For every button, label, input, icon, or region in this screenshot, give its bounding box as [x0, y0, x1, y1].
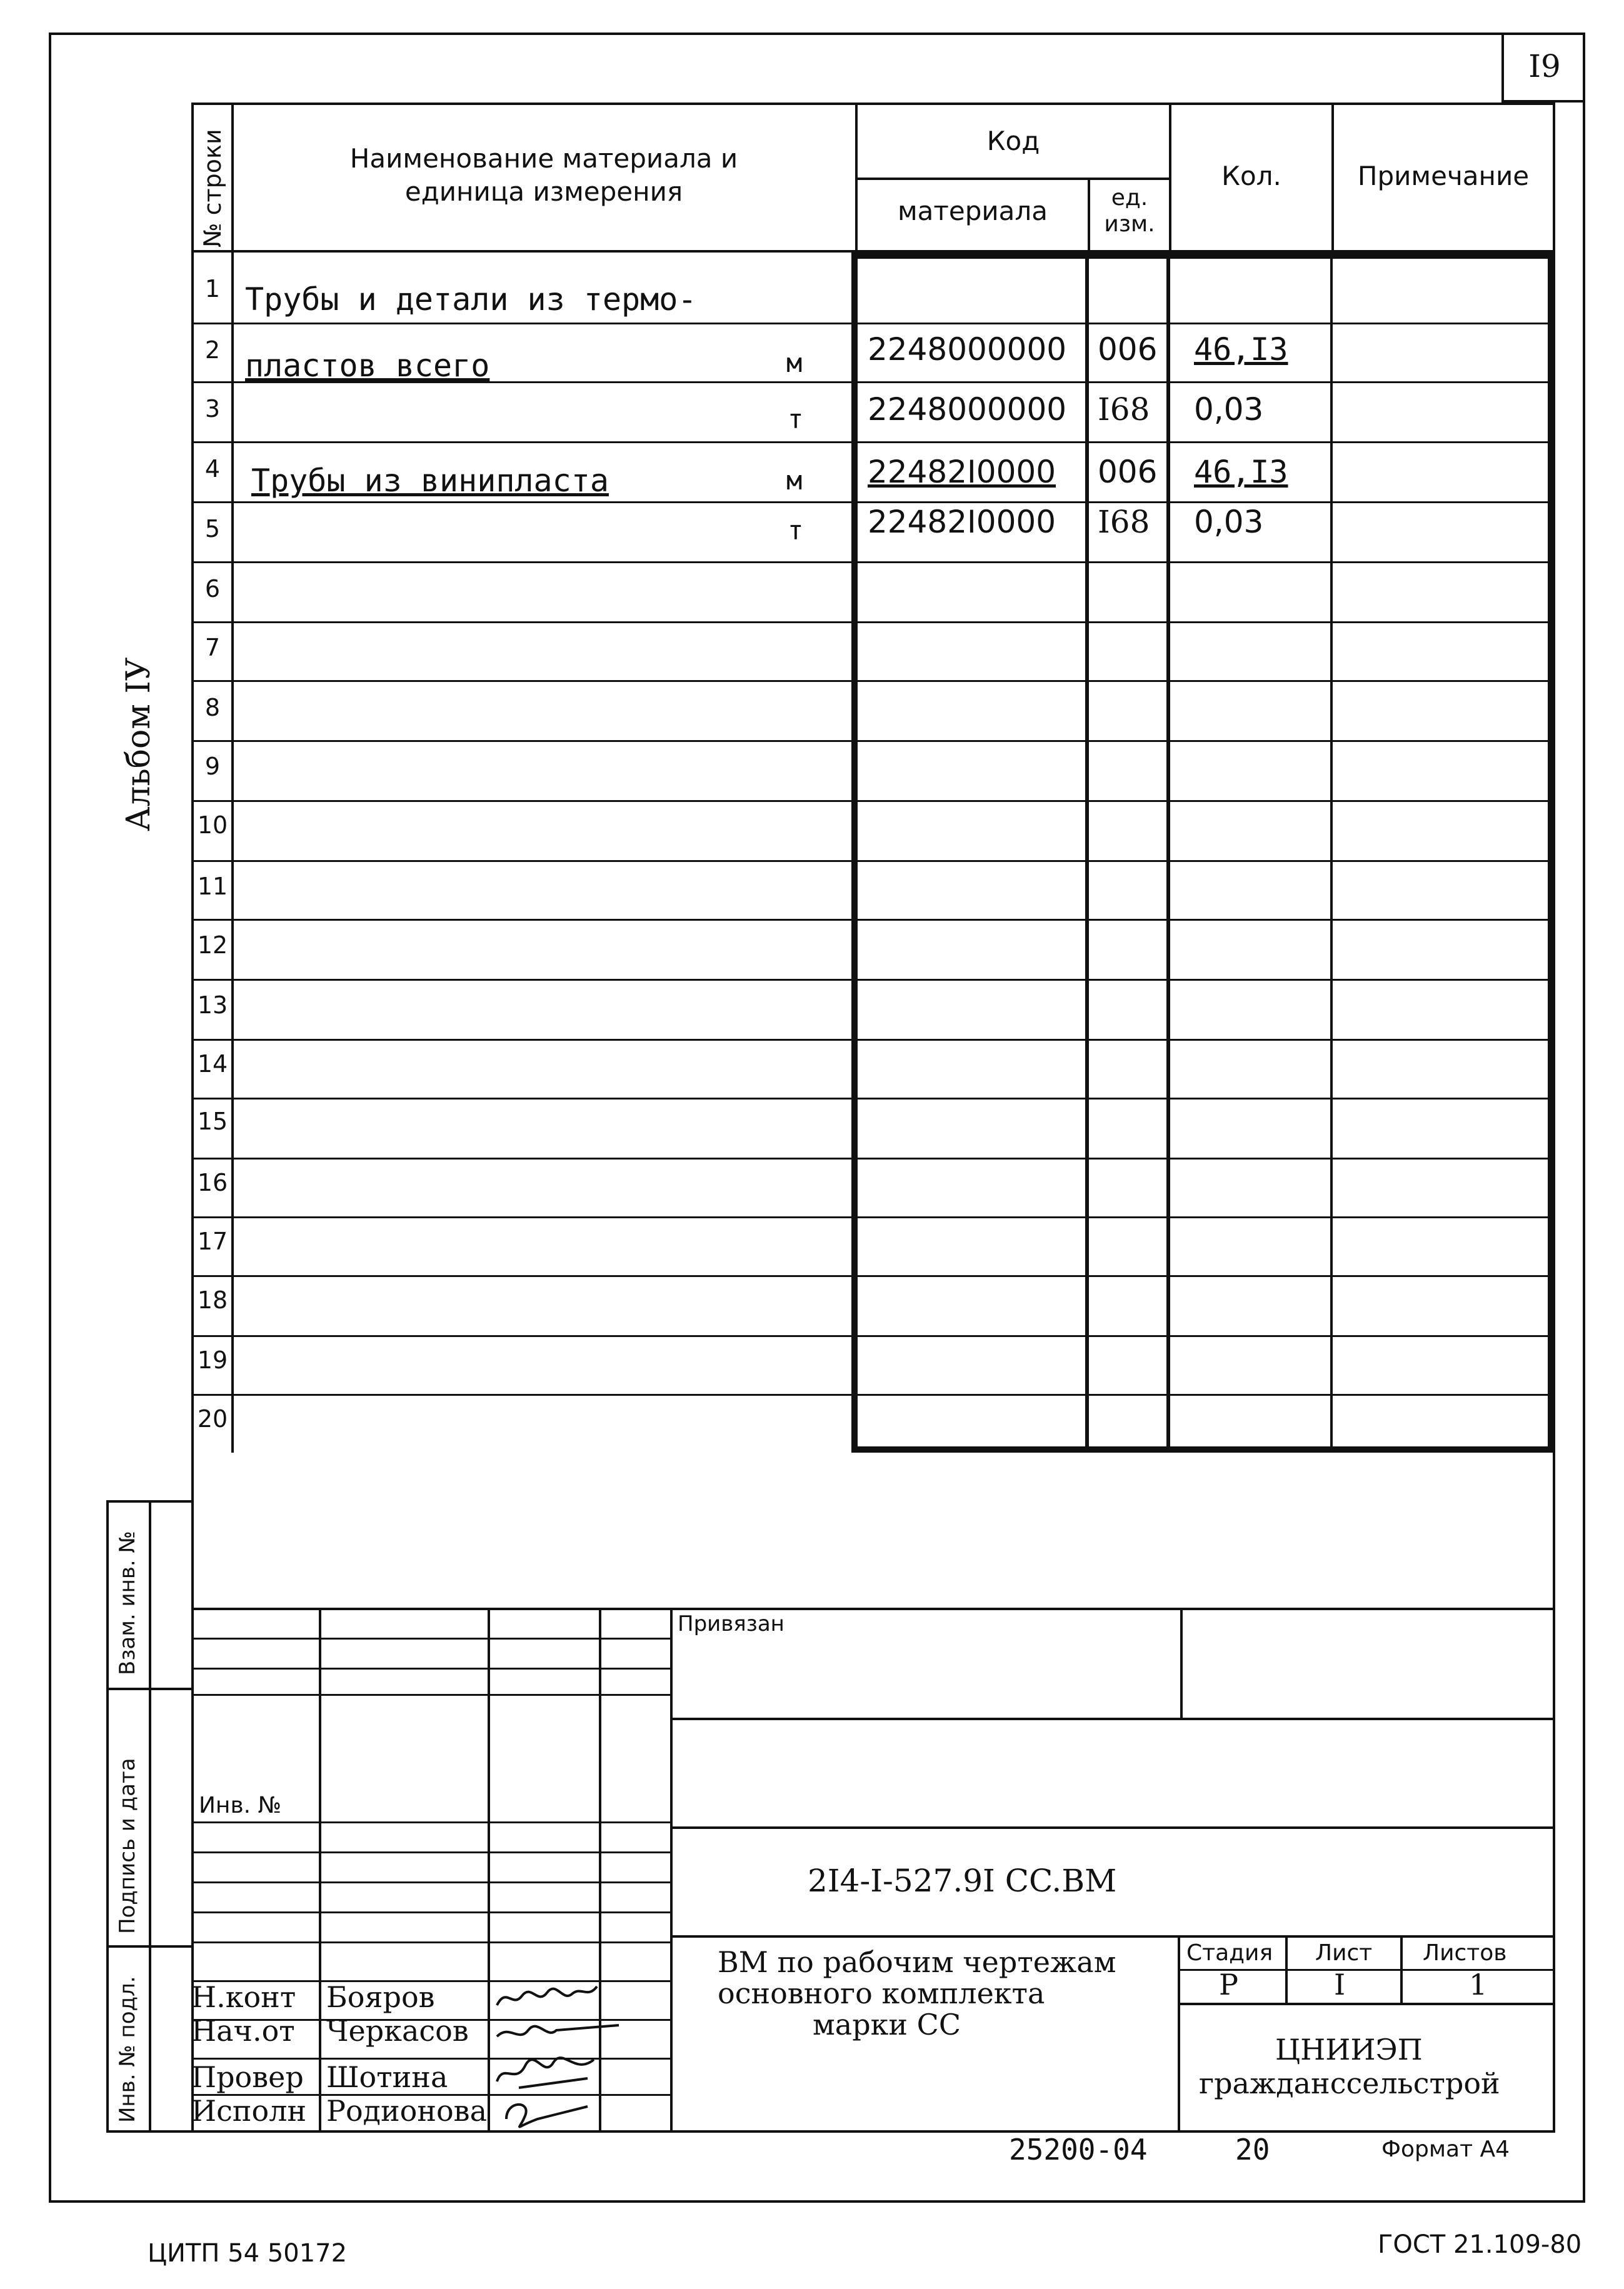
podpis-data-label: Подпись и дата	[115, 1758, 140, 1934]
signature-2	[494, 2018, 625, 2055]
format-label: Формат А4	[1381, 2136, 1510, 2162]
row-number: 17	[197, 1228, 228, 1255]
left-code: ЦИТП 54 50172	[148, 2239, 348, 2268]
row-separator	[191, 441, 1555, 443]
row-number: 20	[197, 1405, 228, 1433]
stage-value: Р	[1219, 1968, 1238, 2001]
vzam-inv-label: Взам. инв. №	[115, 1531, 140, 1675]
header-unit-code-1: ед.	[1111, 185, 1148, 211]
name-n-kont: Бояров	[326, 1980, 435, 2014]
row-separator	[191, 680, 1555, 682]
sheets-label: Листов	[1423, 1940, 1507, 1966]
row-3-unit: т	[788, 404, 804, 434]
row-1-name: Трубы и детали из термо-	[245, 281, 697, 318]
archive-page: 20	[1235, 2133, 1270, 2166]
page-number: I9	[1501, 33, 1585, 103]
row-number: 10	[197, 811, 228, 839]
role-n-kont: Н.конт	[191, 1980, 296, 2014]
signature-1	[494, 1980, 600, 2018]
privyazan-label: Привязан	[678, 1611, 784, 1636]
name-ispoln: Родионова	[326, 2094, 487, 2128]
header-qty: Кол.	[1221, 161, 1281, 191]
row-number: 15	[197, 1108, 228, 1135]
header-note: Примечание	[1357, 161, 1530, 191]
row-number: 11	[197, 873, 228, 900]
row-2-qty: 46,I3	[1194, 331, 1288, 368]
row-2-unit-code: 006	[1098, 331, 1158, 368]
row-number: 6	[204, 575, 221, 603]
header-material: материала	[897, 196, 1048, 226]
row-3-unit-code: I68	[1098, 391, 1150, 428]
archive-number: 25200-04	[1009, 2133, 1148, 2166]
row-separator	[191, 561, 1555, 563]
inv-podl-label: Инв. № подл.	[115, 1976, 140, 2123]
row-number: 3	[204, 395, 221, 423]
row-3-code: 2248000000	[868, 391, 1067, 428]
header-code: Код	[986, 126, 1040, 156]
header-name: Наименование материала и единица измерения	[349, 143, 738, 207]
row-2-code: 2248000000	[868, 331, 1067, 368]
row-separator	[191, 1275, 1555, 1277]
row-separator	[191, 1098, 1555, 1099]
row-separator	[191, 740, 1555, 742]
inv-no-label: Инв. №	[199, 1793, 282, 1818]
row-number: 12	[197, 931, 228, 959]
row-separator	[191, 1039, 1555, 1041]
doc-title-line-3: марки СС	[813, 2008, 961, 2041]
row-5-code: 22482I0000	[868, 504, 1056, 540]
row-number: 7	[204, 634, 221, 661]
row-4-qty: 46,I3	[1194, 454, 1288, 490]
header-row-no: № строки	[199, 129, 226, 248]
role-prover: Провер	[191, 2060, 304, 2094]
row-separator	[191, 501, 1555, 503]
row-number: 5	[204, 515, 221, 543]
row-3-qty: 0,03	[1194, 391, 1264, 428]
row-number: 9	[204, 753, 221, 780]
row-number: 2	[204, 336, 221, 364]
row-number: 14	[197, 1050, 228, 1078]
row-separator	[191, 323, 1555, 324]
name-nach-ot: Черкасов	[326, 2014, 469, 2048]
row-separator	[191, 621, 1555, 623]
row-separator	[191, 800, 1555, 802]
doc-title-line-2: основного комплекта	[718, 1976, 1045, 2010]
row-separator	[191, 860, 1555, 862]
gost-label: ГОСТ 21.109-80	[1378, 2230, 1582, 2259]
name-prover: Шотина	[326, 2060, 448, 2094]
row-number: 16	[197, 1169, 228, 1196]
row-number: 19	[197, 1346, 228, 1374]
document-code: 2I4-I-527.9I CC.BM	[808, 1863, 1117, 1899]
row-separator	[191, 919, 1555, 921]
sheet-label: Лист	[1315, 1940, 1373, 1966]
org-line-2: гражданссельстрой	[1199, 2066, 1500, 2100]
sheet-value: I	[1334, 1968, 1346, 2001]
row-number: 13	[197, 991, 228, 1019]
row-5-unit: т	[788, 515, 804, 546]
row-separator	[191, 1158, 1555, 1160]
row-separator	[191, 979, 1555, 981]
row-separator	[191, 1335, 1555, 1337]
row-4-code: 22482I0000	[868, 454, 1056, 490]
signature-4	[500, 2094, 594, 2131]
sheets-value: 1	[1469, 1968, 1488, 2001]
header-unit-code-2: изм.	[1104, 211, 1155, 237]
signature-3	[494, 2050, 600, 2094]
row-4-name: Трубы из винипласта	[251, 463, 609, 499]
role-nach-ot: Нач.от	[191, 2014, 295, 2048]
row-number: 4	[204, 455, 221, 483]
stage-label: Стадия	[1186, 1940, 1273, 1966]
row-5-qty: 0,03	[1194, 504, 1264, 540]
row-4-unit-code: 006	[1098, 454, 1158, 490]
org-line-1: ЦНИИЭП	[1275, 2033, 1423, 2066]
role-ispoln: Исполн	[191, 2094, 307, 2128]
row-number: 8	[204, 694, 221, 721]
row-2-name: пластов всего	[245, 348, 490, 384]
row-number: 1	[204, 275, 221, 303]
row-separator	[191, 1394, 1555, 1396]
row-2-unit: м	[786, 348, 803, 378]
row-separator	[191, 1216, 1555, 1218]
album-label: Альбом IУ	[120, 657, 158, 831]
row-4-unit: м	[786, 465, 803, 496]
row-5-unit-code: I68	[1098, 504, 1150, 540]
doc-title-line-1: ВМ по рабочим чертежам	[718, 1945, 1116, 1979]
row-number: 18	[197, 1286, 228, 1314]
